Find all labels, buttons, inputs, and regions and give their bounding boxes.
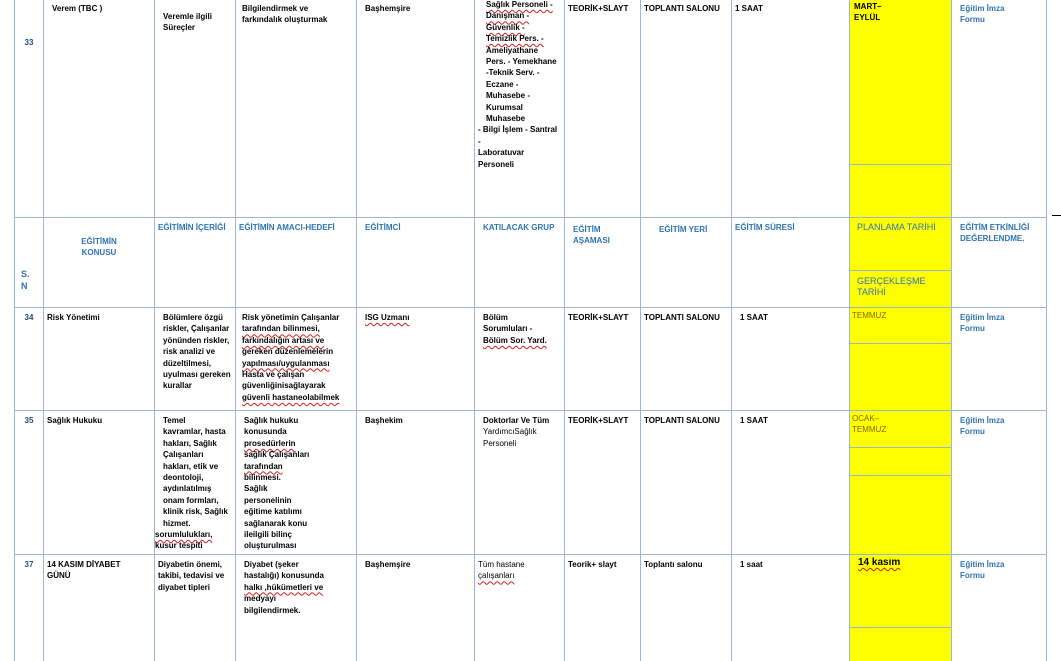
participant-line: Muhasebe - [486,91,531,101]
participant-line: Doktorlar Ve Tüm [483,416,550,425]
participant-line: Danışman - [486,11,530,21]
training-location: TOPLANTI SALONU [641,0,732,218]
participant-line: çalışanları [478,571,515,581]
training-duration: 1 SAAT [732,0,850,218]
goal-line: Hasta ve çalışan [242,370,305,380]
goal-line: halkı ,hükümetleri ve [244,582,324,592]
participant-line: -Teknik Serv. - [486,68,540,78]
table-header-row [15,218,1047,308]
goal-line: sağlanarak konu [244,518,308,528]
participant-line: - Bilgi İşlem - Santral - [478,125,558,146]
training-topic: 14 KASIM DİYABET GÜNÜ [44,554,155,661]
header-stage: EĞİTİM AŞAMASI [565,218,641,308]
header-completion-date: GERÇEKLEŞME TARİHİ [857,276,926,297]
training-content [155,411,236,555]
header-sn: S. N [15,218,44,308]
evaluation-form-link[interactable]: Eğitim İmza Formu [952,554,1047,661]
goal-line: konusunda [244,427,287,437]
goal-line: Diyabet (şeker [244,559,299,569]
header-trainer: EĞİTİMCİ [357,218,475,308]
header-duration: EĞİTİM SÜRESİ [732,218,850,308]
training-goal [236,554,357,661]
row-number: 35 [15,411,44,555]
header-content: EĞİTİMİN İÇERİĞİ [155,218,236,308]
participant-line: Eczane - [486,79,519,89]
content-line: klinik risk, Sağlık [163,507,228,517]
training-location: TOPLANTI SALONU [641,308,732,411]
training-topic: Risk Yönetimi [44,308,155,411]
content-line: onam formları, [163,495,219,505]
trainer [357,308,475,411]
evaluation-form-link[interactable]: Eğitim İmza Formu [952,0,1047,218]
header-date-cell [850,218,952,308]
content-line: kusur tespiti [155,541,203,551]
planning-date: MART– EYLÜL [854,2,882,22]
participant-line: Sağlık Personeli - [486,0,553,9]
training-goal [236,308,357,411]
goal-line: oluşturulması [244,541,297,551]
header-date-divider [850,270,951,271]
planning-date-cell [850,0,952,218]
table-row-33 [15,0,1047,218]
goal-line: prosedürlerin [244,438,296,448]
training-location: TOPLANTI SALONU [641,411,732,555]
participant-group [475,308,565,411]
planning-date-cell [850,554,952,661]
content-line: kavramlar, hasta [163,427,226,437]
goal-line: farkındalığın artası ve [242,335,325,345]
date-divider [850,447,951,448]
table-row-35 [15,411,1047,555]
goal-line: bilinmesi. [244,473,281,483]
goal-line: yapılması/uygulanması [242,358,330,368]
goal-line: gereken düzenlemelerin [242,347,334,357]
date-divider [850,627,951,628]
date-divider [850,475,951,476]
participant-line: Bölüm [483,313,508,322]
participant-line: Muhasebe [486,114,526,124]
participant-line: Pers. - Yemekhane [486,57,557,67]
participant-line: Laboratuvar Personeli [478,148,525,169]
row-number: 37 [15,554,44,661]
planning-date: OCAK– TEMMUZ [852,414,887,434]
content-line: hakları, etik ve [163,461,219,471]
content-line: aydınlatılmış [163,484,212,494]
participant-line: Temizlik Pers. - [486,34,544,44]
participant-line: Bölüm Sor. Yard. [483,335,547,345]
training-goal [236,411,357,555]
trainer: Başhemşire [357,0,475,218]
participant-line: Güvenlik - [486,22,525,32]
training-topic: Sağlık Hukuku [44,411,155,555]
training-duration: 1 SAAT [732,308,850,411]
content-line: Temel [163,416,186,425]
training-content: Bölümlere özgü riskler, Çalışanlar yönünden riskler, risk analizi ve düzeltilmesi, uyulması gereken kurallar [155,308,236,411]
goal-line: bilgilendirmek. [244,605,301,615]
training-stage: TEORİK+SLAYT [565,411,641,555]
goal-line: Risk yönetimin Çalışanlar [242,313,340,322]
participant-line: Ameliyathane [486,45,539,55]
table-row-37 [15,554,1047,661]
goal-line: tarafından bilinmesi, [242,324,320,334]
content-line: deontoloji, [163,473,204,483]
planning-date-cell [850,308,952,411]
content-line: hizmet. [163,518,191,528]
participant-group [475,554,565,661]
header-goal: EĞİTİMİN AMACI-HEDEFİ [236,218,357,308]
participant-line: YardımcıSağlık [483,427,537,437]
goal-line: sağlık Çalışanları [244,450,310,460]
top-right-rule [1052,215,1061,216]
evaluation-form-link[interactable]: Eğitim İmza Formu [952,308,1047,411]
trainer: Başhekim [357,411,475,555]
planning-date: TEMMUZ [852,311,887,320]
goal-line: medyayı [244,594,277,604]
goal-line: ileilgili bilinç [244,530,293,540]
participant-group [475,411,565,555]
trainer-name: ISG Uzmanı [365,313,410,322]
content-line: Çalışanları [163,450,204,460]
content-line: hakları, Sağlık [163,438,217,448]
participant-group [475,0,565,218]
header-planning-date: PLANLAMA TARİHİ [857,222,936,232]
header-topic: EĞİTİMİN KONUSU [44,218,155,308]
participant-line: Tüm hastane [478,559,525,569]
planning-date-cell [850,411,952,555]
training-location: Toplantı salonu [641,554,732,661]
header-participants: KATILACAK GRUP [475,218,565,308]
goal-line: Sağlık [244,484,268,494]
training-duration: 1 saat [732,554,850,661]
training-stage: Teorik+ slayt [565,554,641,661]
goal-line: güvenli hastaneolabilmek [242,392,340,402]
training-duration: 1 SAAT [732,411,850,555]
training-stage: TEORİK+SLAYT [565,0,641,218]
date-divider [850,164,951,165]
header-location: EĞİTİM YERİ [641,218,732,308]
training-content: Diyabetin önemi, takibi, tedavisi ve diyabet tipleri [155,554,236,661]
evaluation-form-link[interactable]: Eğitim İmza Formu [952,411,1047,555]
training-content: Veremle ilgili Süreçler [155,0,236,218]
goal-line: güvenliğinisağlayarak [242,381,326,391]
goal-line: tarafından [244,461,283,471]
row-number: 33 [15,0,44,218]
goal-line: personelinin [244,495,292,505]
content-line: sorumlulukları, [155,530,213,540]
trainer: Başhemşire [357,554,475,661]
goal-line: Sağlık hukuku [244,416,299,425]
training-topic: Verem (TBC ) [44,0,155,218]
planning-date: 14 kasım [858,556,901,568]
training-stage: TEORİK+SLAYT [565,308,641,411]
row-number: 34 [15,308,44,411]
participant-line: Sorumluları - [483,324,533,334]
table-row-34 [15,308,1047,411]
training-plan-table [14,0,1047,661]
participant-line: Kurumsal [486,102,523,112]
date-divider [850,343,951,344]
training-goal: Bilgilendirmek ve farkındalık oluşturmak [236,0,357,218]
goal-line: eğitime katılımı [244,507,302,517]
participant-line: Personeli [483,438,517,448]
goal-line: hastalığı) konusunda [244,571,325,581]
header-evaluation: EĞİTİM ETKİNLİĞİ DEĞERLENDME. [952,218,1047,308]
